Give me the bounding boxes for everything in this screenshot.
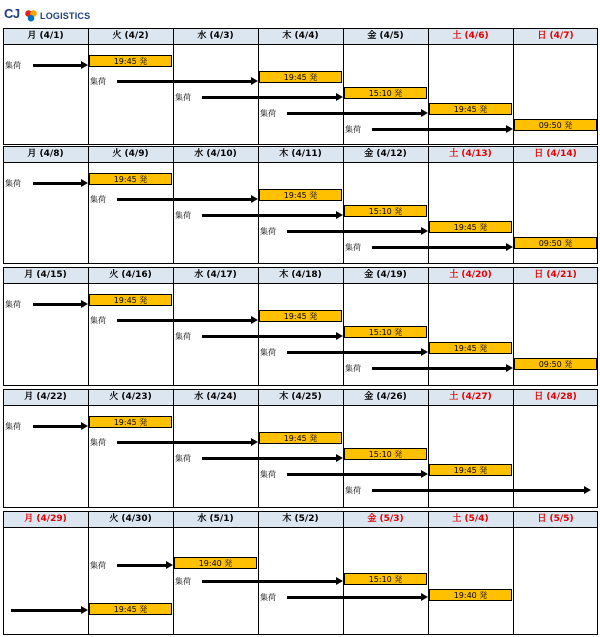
day-header: 土 (4/20): [449, 270, 492, 280]
pickup-label: 集荷: [5, 422, 21, 431]
pickup-label: 集荷: [5, 61, 21, 70]
departure-bar: 19:45 発: [429, 464, 512, 476]
column-divider: [258, 267, 259, 386]
header-divider: [3, 527, 598, 528]
pickup-label: 集荷: [175, 454, 191, 463]
departure-bar: 19:40 発: [429, 589, 512, 601]
pickup-label: 集荷: [345, 243, 361, 252]
day-header: 木 (5/2): [282, 514, 319, 524]
pickup-label: 集荷: [260, 109, 276, 118]
pickup-arrow: [372, 246, 507, 249]
pickup-label: 集荷: [90, 438, 106, 447]
column-divider: [173, 511, 174, 635]
day-header: 火 (4/23): [109, 392, 152, 402]
day-header: 火 (4/2): [112, 31, 149, 41]
logo-mark: CJ: [4, 6, 20, 21]
column-divider: [88, 389, 89, 508]
day-header: 金 (4/19): [364, 270, 407, 280]
logo-text: LOGISTICS: [40, 11, 91, 21]
day-header: 火 (4/16): [109, 270, 152, 280]
column-divider: [258, 389, 259, 508]
departure-bar: 19:45 発: [259, 189, 342, 201]
column-divider: [173, 267, 174, 386]
week-block: [3, 389, 598, 508]
pickup-arrow: [287, 596, 422, 599]
day-header: 土 (4/27): [449, 392, 492, 402]
pickup-label: 集荷: [345, 486, 361, 495]
day-header: 金 (5/3): [367, 514, 404, 524]
pickup-arrow: [117, 80, 252, 83]
pickup-arrow: [117, 319, 252, 322]
departure-bar: 19:45 発: [259, 432, 342, 444]
departure-bar: 09:50 発: [514, 119, 597, 131]
departure-bar: 19:45 発: [259, 310, 342, 322]
pickup-arrow: [372, 367, 507, 370]
departure-bar: 15:10 発: [344, 87, 427, 99]
pickup-label: 集荷: [260, 593, 276, 602]
pickup-label: 集荷: [90, 316, 106, 325]
pickup-label: 集荷: [345, 364, 361, 373]
pickup-arrow: [117, 441, 252, 444]
day-header: 日 (4/7): [537, 31, 574, 41]
pickup-arrow: [287, 473, 422, 476]
column-divider: [88, 267, 89, 386]
departure-bar: 19:45 発: [89, 173, 172, 185]
day-header: 火 (4/9): [112, 149, 149, 159]
day-header: 日 (4/28): [534, 392, 577, 402]
column-divider: [258, 511, 259, 635]
day-header: 金 (4/5): [367, 31, 404, 41]
day-header: 日 (4/14): [534, 149, 577, 159]
logo-swirl-icon: [24, 9, 38, 23]
day-header: 木 (4/4): [282, 31, 319, 41]
departure-bar: 19:45 発: [89, 294, 172, 306]
day-header: 木 (4/18): [279, 270, 322, 280]
departure-bar: 19:45 発: [89, 55, 172, 67]
week-grid: [3, 511, 598, 635]
column-divider: [258, 146, 259, 264]
day-header: 水 (4/3): [197, 31, 234, 41]
departure-bar: 15:10 発: [344, 205, 427, 217]
pickup-arrow: [11, 609, 82, 612]
week-block: [3, 146, 598, 264]
pickup-label: 集荷: [260, 348, 276, 357]
departure-bar: 19:45 発: [89, 416, 172, 428]
day-header: 金 (4/26): [364, 392, 407, 402]
departure-bar: 19:45 発: [259, 71, 342, 83]
day-header: 木 (4/11): [279, 149, 322, 159]
day-header: 月 (4/8): [27, 149, 64, 159]
pickup-label: 集荷: [175, 211, 191, 220]
pickup-arrow: [33, 425, 82, 428]
pickup-arrow: [287, 230, 422, 233]
cj-logistics-logo: [4, 4, 204, 26]
pickup-label: 集荷: [90, 561, 106, 570]
departure-bar: 15:10 発: [344, 448, 427, 460]
header-divider: [3, 405, 598, 406]
pickup-arrow: [33, 182, 82, 185]
pickup-arrow: [117, 198, 252, 201]
pickup-label: 集荷: [5, 300, 21, 309]
column-divider: [88, 146, 89, 264]
column-divider: [513, 511, 514, 635]
departure-bar: 19:45 発: [429, 221, 512, 233]
departure-bar: 19:45 発: [429, 103, 512, 115]
day-header: 木 (4/25): [279, 392, 322, 402]
week-block: [3, 267, 598, 386]
day-header: 月 (4/22): [24, 392, 67, 402]
day-header: 日 (5/5): [537, 514, 574, 524]
day-header: 月 (4/15): [24, 270, 67, 280]
pickup-arrow: [202, 457, 337, 460]
departure-bar: 09:50 発: [514, 237, 597, 249]
column-divider: [258, 28, 259, 145]
day-header: 金 (4/12): [364, 149, 407, 159]
pickup-label: 集荷: [345, 125, 361, 134]
header-divider: [3, 283, 598, 284]
departure-bar: 19:45 発: [89, 603, 172, 615]
week-block: [3, 28, 598, 145]
pickup-label: 集荷: [175, 93, 191, 102]
day-header: 月 (4/29): [24, 514, 67, 524]
day-header: 水 (4/10): [194, 149, 237, 159]
column-divider: [428, 511, 429, 635]
departure-bar: 15:10 発: [344, 573, 427, 585]
pickup-arrow: [372, 489, 585, 492]
departure-bar: 19:40 発: [174, 557, 257, 569]
day-header: 土 (5/4): [452, 514, 489, 524]
pickup-label: 集荷: [175, 332, 191, 341]
pickup-label: 集荷: [175, 577, 191, 586]
pickup-label: 集荷: [260, 470, 276, 479]
column-divider: [173, 28, 174, 145]
pickup-arrow: [33, 303, 82, 306]
day-header: 水 (4/24): [194, 392, 237, 402]
pickup-label: 集荷: [90, 195, 106, 204]
week-block: [3, 511, 598, 635]
pickup-arrow: [202, 96, 337, 99]
pickup-arrow: [202, 335, 337, 338]
departure-bar: 09:50 発: [514, 358, 597, 370]
pickup-arrow: [202, 214, 337, 217]
day-header: 土 (4/13): [449, 149, 492, 159]
header-divider: [3, 162, 598, 163]
pickup-arrow: [372, 128, 507, 131]
day-header: 水 (5/1): [197, 514, 234, 524]
pickup-arrow: [117, 564, 167, 567]
day-header: 火 (4/30): [109, 514, 152, 524]
header-divider: [3, 44, 598, 45]
pickup-label: 集荷: [260, 227, 276, 236]
column-divider: [88, 511, 89, 635]
pickup-arrow: [287, 112, 422, 115]
pickup-arrow: [202, 580, 337, 583]
pickup-arrow: [287, 351, 422, 354]
pickup-label: 集荷: [90, 77, 106, 86]
column-divider: [173, 389, 174, 508]
day-header: 土 (4/6): [452, 31, 489, 41]
day-header: 水 (4/17): [194, 270, 237, 280]
departure-bar: 19:45 発: [429, 342, 512, 354]
pickup-arrow: [33, 64, 82, 67]
pickup-label: 集荷: [5, 179, 21, 188]
column-divider: [173, 146, 174, 264]
day-header: 月 (4/1): [27, 31, 64, 41]
column-divider: [88, 28, 89, 145]
day-header: 日 (4/21): [534, 270, 577, 280]
departure-bar: 15:10 発: [344, 326, 427, 338]
